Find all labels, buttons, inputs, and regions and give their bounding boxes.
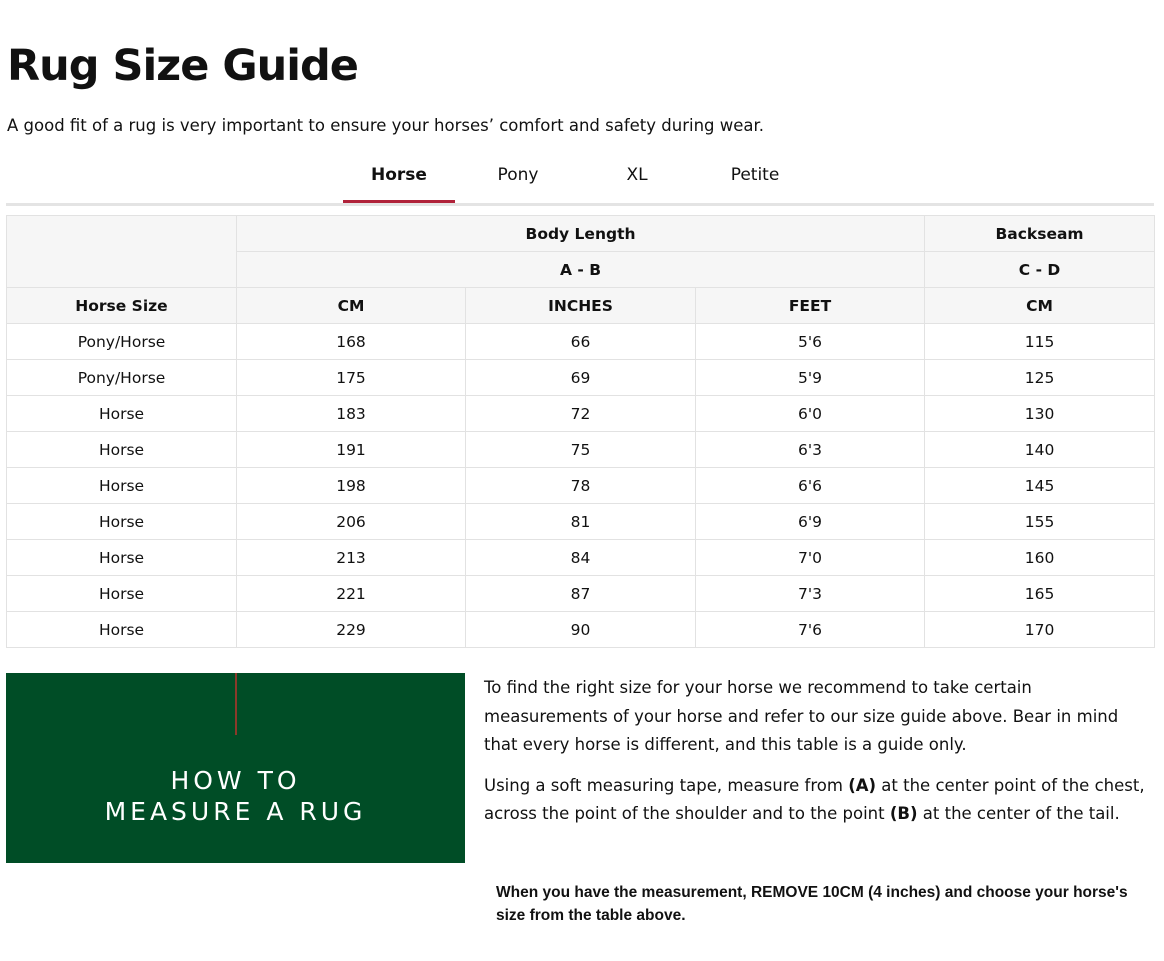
table-row — [7, 468, 1155, 504]
table-row — [7, 396, 1155, 432]
table-row — [7, 360, 1155, 396]
column-header: INCHES — [466, 288, 696, 324]
table-cell: 155 — [925, 504, 1155, 540]
table-cell: 183 — [237, 396, 466, 432]
page-subtitle: A good fit of a rug is very important to ensure your horses’ comfort and safety during wear. — [7, 116, 765, 135]
instructions-text: at the center point of the chest, across the point of the shoulder and to the point — [484, 775, 1145, 823]
column-header: Horse Size — [7, 288, 237, 324]
group-subheader-backseam: C - D — [925, 252, 1155, 288]
tab-petite[interactable]: Petite — [730, 165, 780, 185]
banner-line-2: MEASURE A RUG — [104, 797, 367, 826]
table-row — [7, 504, 1155, 540]
table-cell: Horse — [7, 576, 237, 612]
table-cell: Pony/Horse — [7, 324, 237, 360]
table-cell: 6'0 — [696, 396, 925, 432]
table-row — [7, 432, 1155, 468]
table-cell: 130 — [925, 396, 1155, 432]
table-cell: Horse — [7, 396, 237, 432]
table-cell: 140 — [925, 432, 1155, 468]
measuring-instructions — [484, 674, 1154, 841]
table-cell: 206 — [237, 504, 466, 540]
group-header-body-length: Body Length — [237, 216, 925, 252]
table-cell: 72 — [466, 396, 696, 432]
table-cell: 160 — [925, 540, 1155, 576]
table-cell: 5'9 — [696, 360, 925, 396]
tab-xl[interactable]: XL — [626, 165, 648, 185]
table-cell: 66 — [466, 324, 696, 360]
table-cell: 165 — [925, 576, 1155, 612]
table-row — [7, 576, 1155, 612]
instructions-paragraph-2 — [484, 772, 1154, 829]
instructions-text: at the center of the tail. — [917, 804, 1120, 823]
measurement-note: When you have the measurement, REMOVE 10CM (4 inches) and choose your horse's size from the table above. — [496, 884, 1128, 924]
table-cell: Pony/Horse — [7, 360, 237, 396]
table-cell: 87 — [466, 576, 696, 612]
size-table — [6, 215, 1155, 648]
table-cell: 191 — [237, 432, 466, 468]
table-cell: Horse — [7, 468, 237, 504]
table-cell: 81 — [466, 504, 696, 540]
banner-decorative-line — [235, 673, 237, 735]
table-cell: 125 — [925, 360, 1155, 396]
tab-pony[interactable]: Pony — [497, 165, 539, 185]
table-cell: 6'3 — [696, 432, 925, 468]
table-cell: 170 — [925, 612, 1155, 648]
group-header-backseam: Backseam — [925, 216, 1155, 252]
table-cell: 213 — [237, 540, 466, 576]
table-cell: 221 — [237, 576, 466, 612]
table-cell: 6'6 — [696, 468, 925, 504]
point-b-label: (B) — [889, 804, 918, 823]
table-cell: 145 — [925, 468, 1155, 504]
group-subheader-body-length: A - B — [237, 252, 925, 288]
size-table-body — [7, 324, 1155, 648]
table-cell: 175 — [237, 360, 466, 396]
table-cell: 7'6 — [696, 612, 925, 648]
point-a-label: (A) — [848, 775, 877, 795]
banner-line-1: HOW TO — [170, 766, 301, 795]
table-cell: 115 — [925, 324, 1155, 360]
instructions-text: Using a soft measuring tape, measure from — [484, 775, 849, 795]
table-cell: 69 — [466, 360, 696, 396]
column-header: CM — [237, 288, 466, 324]
size-tabs — [6, 155, 1154, 206]
table-corner-cell — [7, 216, 237, 288]
table-cell: Horse — [7, 504, 237, 540]
banner-heading — [6, 765, 465, 827]
table-row — [7, 612, 1155, 648]
table-cell: Horse — [7, 612, 237, 648]
table-cell: 75 — [466, 432, 696, 468]
table-cell: 78 — [466, 468, 696, 504]
table-cell: 5'6 — [696, 324, 925, 360]
table-row — [7, 540, 1155, 576]
table-cell: 90 — [466, 612, 696, 648]
table-cell: 84 — [466, 540, 696, 576]
table-cell: 6'9 — [696, 504, 925, 540]
table-cell: 7'0 — [696, 540, 925, 576]
page-title: Rug Size Guide — [7, 41, 358, 91]
table-cell: Horse — [7, 540, 237, 576]
table-cell: 229 — [237, 612, 466, 648]
instructions-paragraph-1: To find the right size for your horse we recommend to take certain measurements of your horse and refer to our size guide above. Bear in mind that every horse is different, and this table is a guide only. — [484, 678, 1119, 754]
how-to-measure-banner — [6, 673, 465, 863]
table-cell: 168 — [237, 324, 466, 360]
table-row — [7, 324, 1155, 360]
table-cell: Horse — [7, 432, 237, 468]
column-header: CM — [925, 288, 1155, 324]
table-cell: 7'3 — [696, 576, 925, 612]
tab-horse[interactable]: Horse — [343, 155, 455, 203]
column-header: FEET — [696, 288, 925, 324]
table-cell: 198 — [237, 468, 466, 504]
